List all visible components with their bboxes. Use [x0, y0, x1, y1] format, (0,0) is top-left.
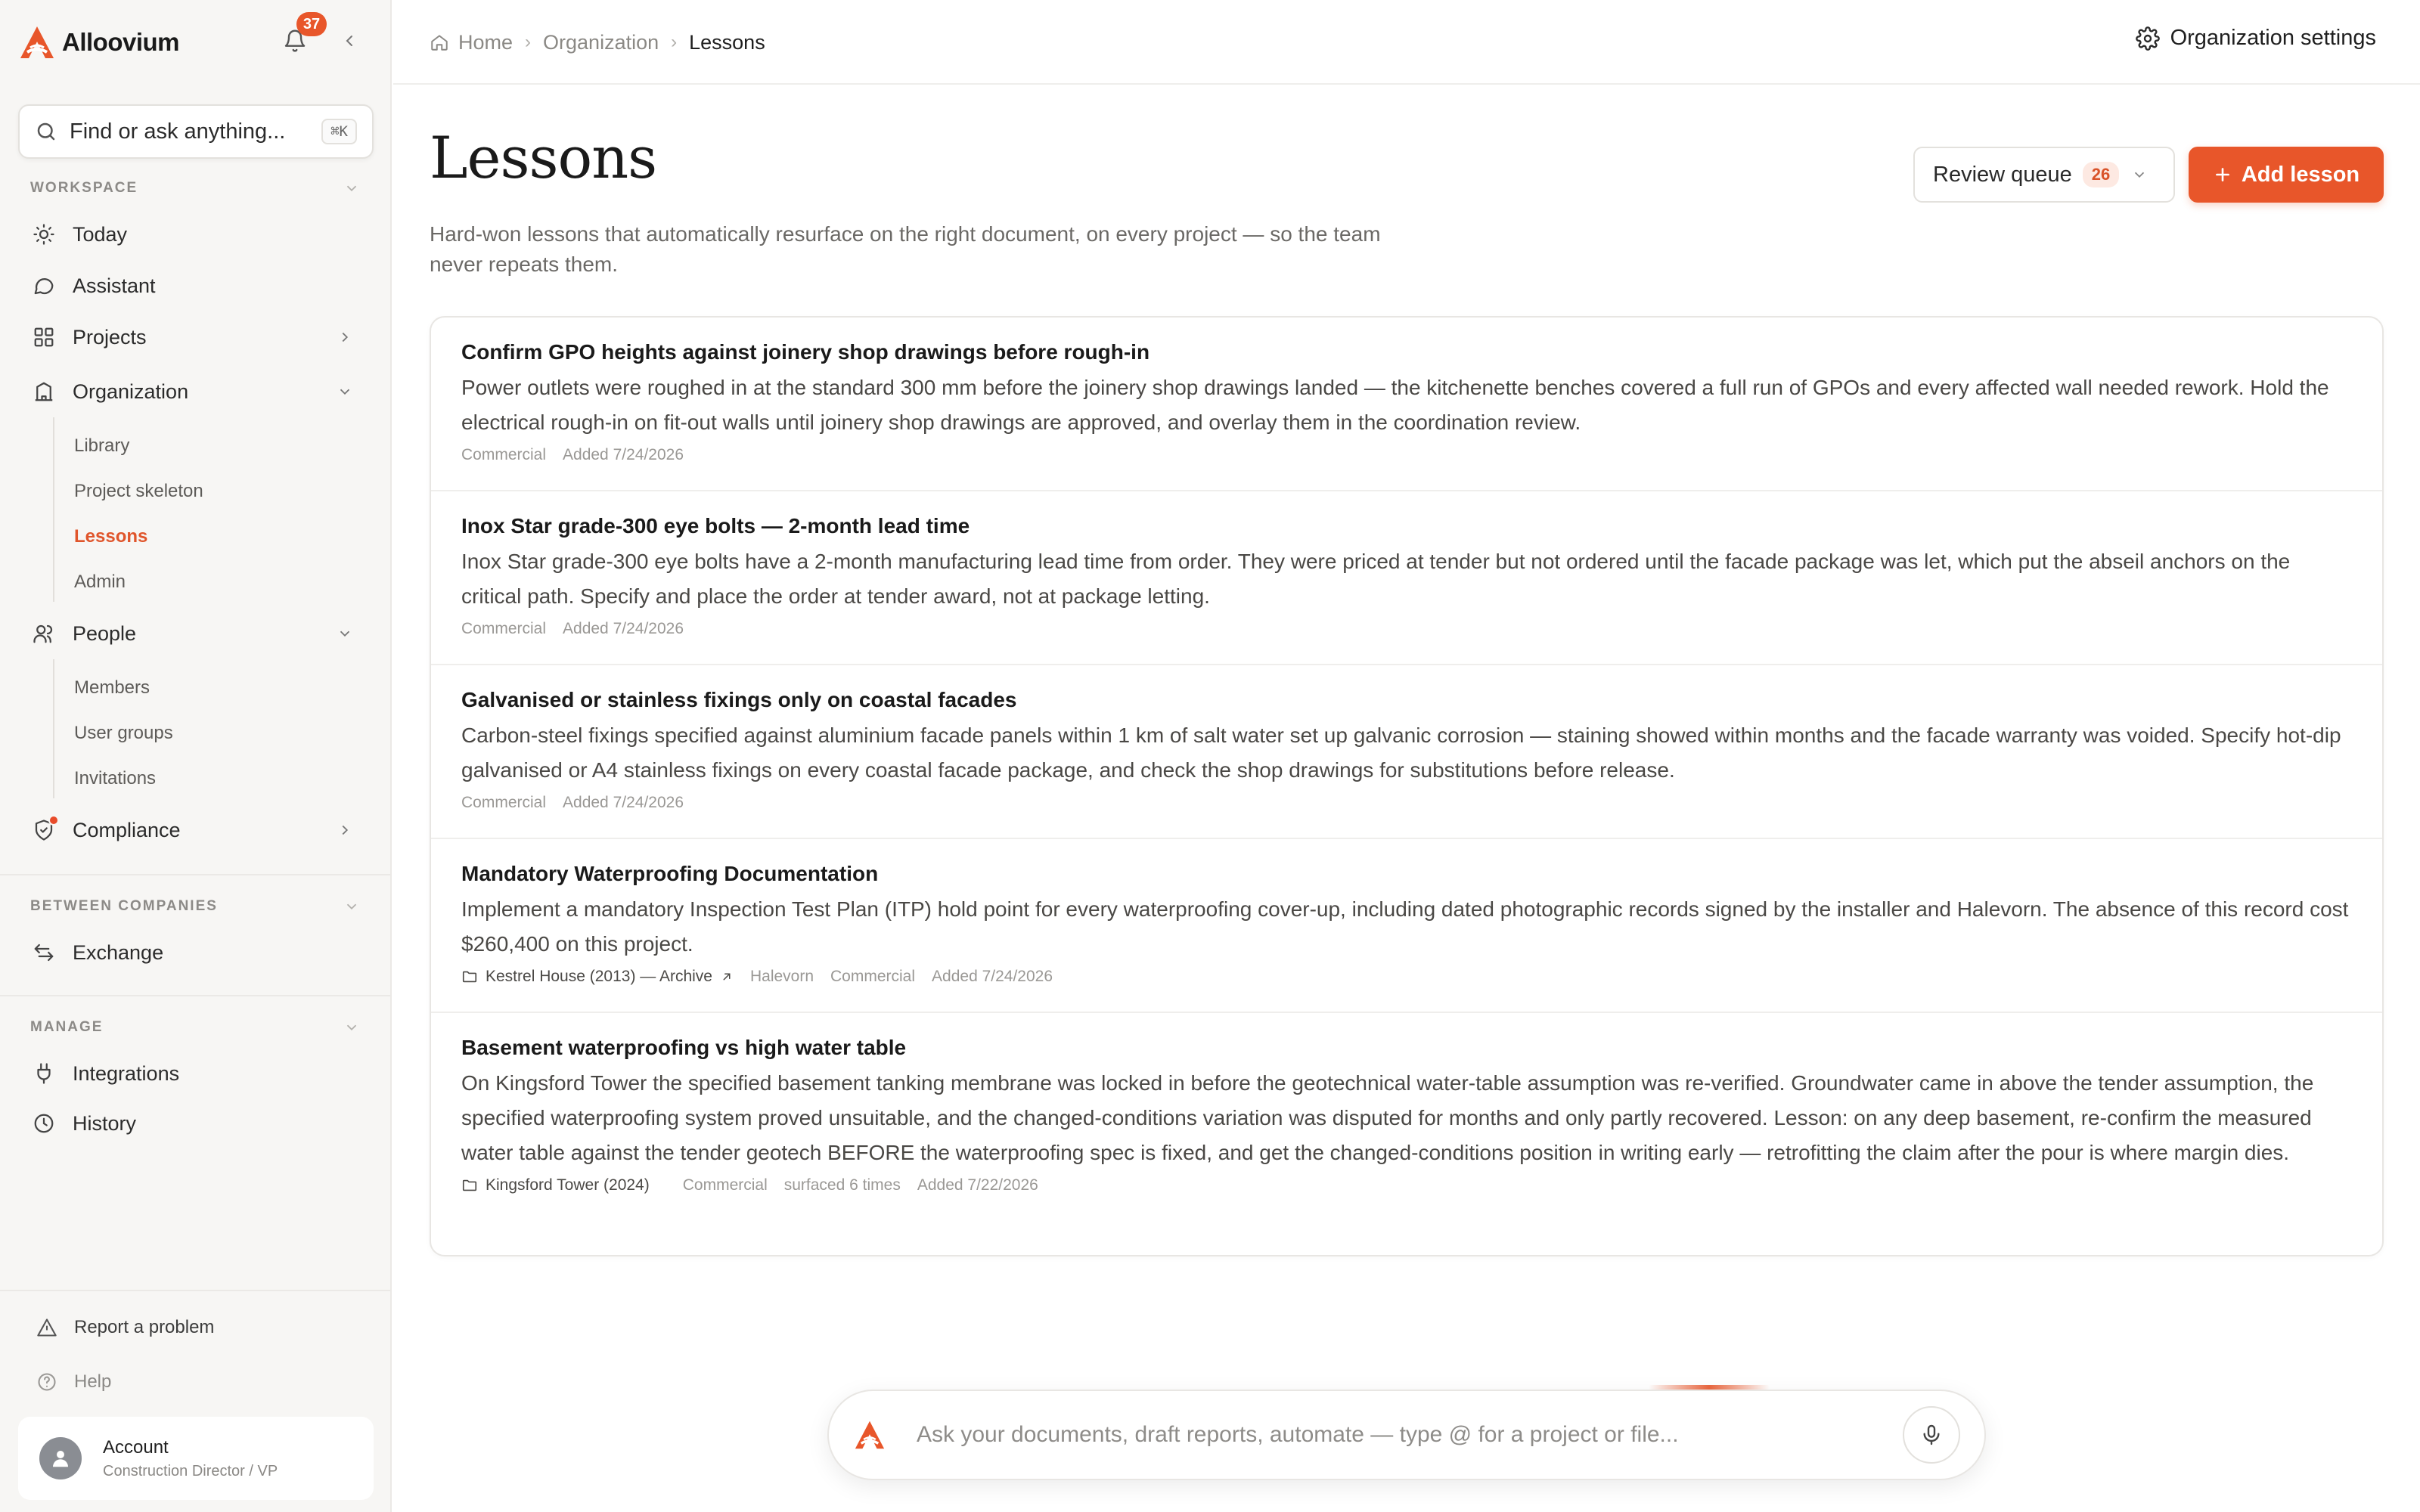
- microphone-button[interactable]: [1903, 1406, 1960, 1464]
- lesson-added-date: Added 7/24/2026: [932, 968, 1053, 985]
- add-lesson-button[interactable]: [2189, 147, 2384, 203]
- lesson-title: Mandatory Waterproofing Documentation: [461, 862, 879, 885]
- sidebar-subitem-project-skeleton[interactable]: Project skeleton: [74, 481, 203, 501]
- chevron-down-icon[interactable]: [343, 898, 360, 915]
- sidebar-subitem-members[interactable]: Members: [74, 677, 150, 698]
- brand[interactable]: [18, 24, 179, 60]
- building-icon: [30, 378, 57, 405]
- chevron-left-icon: [340, 32, 358, 50]
- plug-icon: [30, 1060, 57, 1087]
- warning-triangle-icon: [33, 1314, 60, 1341]
- alloovium-logo-icon: [18, 25, 56, 60]
- help-label: Help: [74, 1371, 112, 1392]
- lesson-company: Halevorn: [749, 968, 814, 985]
- lesson-item[interactable]: [431, 491, 2382, 665]
- home-icon: [430, 33, 449, 52]
- section-label-workspace: WORKSPACE: [30, 180, 138, 196]
- sun-icon: [30, 221, 57, 248]
- review-queue-label: Review queue: [1933, 162, 2072, 187]
- sidebar-item-exchange[interactable]: [30, 931, 363, 974]
- lesson-added-date: Added 7/22/2026: [917, 1176, 1038, 1194]
- chevron-right-icon: ›: [525, 32, 532, 52]
- lesson-body: On Kingsford Tower the specified basement tanking membrane was locked in before the geotechnical water-table assumption was re-verified. Groundwater came in above the tender assumption, the specified waterproofing system proved unsuitable, and the changed-conditions variation was disputed for months and only partly recovered. Lesson: on any deep basement, re-confirm the measured water table against the tender geotech BEFORE the waterproofing spec is fixed, and get the changed-conditions position in writing early — retrofitting the claim after the pour is where margin dies.: [461, 1071, 2314, 1164]
- sidebar-item-label: Organization: [73, 380, 189, 403]
- lesson-item[interactable]: [431, 318, 2382, 491]
- lesson-body: Carbon-steel fixings specified against aluminium facade panels within 1 km of salt water set up galvanic corrosion — staining showed within months and the facade warranty was voided. Specify hot-dip galvanised or A4 stainless fixings on every coastal facade package, and check the shop drawings for substitutions before release.: [461, 723, 2341, 782]
- lesson-meta: [461, 968, 2352, 986]
- microphone-icon: [1919, 1423, 1944, 1447]
- sidebar-item-label: Projects: [73, 325, 147, 349]
- breadcrumb-current: Lessons: [689, 30, 765, 54]
- grid-icon: [30, 324, 57, 351]
- sidebar-subitem-invitations[interactable]: Invitations: [74, 768, 157, 789]
- gear-icon: [2136, 26, 2160, 51]
- chevron-down-icon[interactable]: [343, 1019, 360, 1036]
- lesson-project-name: Kestrel House (2013) — Archive: [486, 968, 712, 985]
- sidebar-subitem-library[interactable]: Library: [74, 435, 130, 456]
- add-lesson-label: Add lesson: [2241, 162, 2360, 187]
- search-placeholder: Find or ask anything...: [70, 119, 286, 144]
- section-label-between-companies: BETWEEN COMPANIES: [30, 898, 218, 914]
- lesson-category: Commercial: [830, 968, 916, 985]
- sidebar-item-compliance[interactable]: [30, 809, 363, 851]
- compliance-alert-dot: [48, 815, 59, 826]
- help-link[interactable]: [33, 1368, 111, 1396]
- chevron-down-icon[interactable]: [343, 180, 360, 197]
- section-label-manage: MANAGE: [30, 1019, 104, 1035]
- sidebar-item-label: Assistant: [73, 274, 156, 297]
- breadcrumb-home[interactable]: Home: [458, 30, 513, 54]
- lesson-item[interactable]: [431, 839, 2382, 1013]
- organization-settings-label: Organization settings: [2170, 26, 2376, 50]
- lesson-meta: [461, 446, 2352, 464]
- lesson-category: Commercial: [461, 794, 547, 811]
- breadcrumb: [430, 27, 765, 57]
- sidebar-item-label: Exchange: [73, 940, 164, 964]
- sidebar-item-integrations[interactable]: [30, 1052, 363, 1095]
- lesson-added-date: Added 7/24/2026: [563, 446, 684, 463]
- sidebar: [0, 0, 392, 1512]
- lesson-body: Implement a mandatory Inspection Test Plan (ITP) hold point for every waterproofing cover-up, including dated photographic records signed by the installer and Halevorn. The absence of this record cost $260,400 on this project.: [461, 897, 2349, 956]
- plus-icon: [2213, 165, 2232, 184]
- sidebar-item-label: History: [73, 1111, 137, 1135]
- external-link-icon: [720, 970, 734, 984]
- report-problem-label: Report a problem: [74, 1317, 215, 1337]
- search-icon: [35, 120, 57, 143]
- sidebar-subitem-admin[interactable]: Admin: [74, 572, 126, 592]
- assistant-composer[interactable]: [827, 1390, 1986, 1480]
- lesson-item[interactable]: [431, 665, 2382, 839]
- folder-icon: [461, 1177, 478, 1194]
- sidebar-item-label: People: [73, 621, 137, 645]
- sidebar-item-label: Compliance: [73, 818, 181, 841]
- lesson-added-date: Added 7/24/2026: [563, 620, 684, 637]
- page-description: Hard-won lessons that automatically resurface on the right document, on every project — so the team never repeats them.: [430, 222, 1381, 276]
- lesson-project-link[interactable]: [461, 968, 734, 986]
- chevron-right-icon[interactable]: [333, 325, 357, 349]
- chat-bubble-icon: [30, 272, 57, 299]
- sidebar-divider: [0, 995, 392, 996]
- submenu-guide: [53, 417, 54, 602]
- sidebar-item-label: Integrations: [73, 1061, 180, 1085]
- lesson-body: Power outlets were roughed in at the standard 300 mm before the joinery shop drawings landed — the kitchenette benches covered a full run of GPOs and every affected wall needed rework. Hold the electrical rough-in on fit-out walls until joinery shop drawings are approved, and overlay them in the coordination review.: [461, 376, 2329, 434]
- account-menu[interactable]: [18, 1417, 374, 1500]
- lesson-meta: [461, 794, 2352, 812]
- lesson-title: Inox Star grade-300 eye bolts — 2-month lead time: [461, 514, 970, 538]
- alloovium-logo-icon: [853, 1420, 886, 1450]
- lessons-list: [430, 316, 2384, 1256]
- sidebar-subitem-lessons[interactable]: Lessons: [74, 526, 148, 547]
- breadcrumb-organization[interactable]: Organization: [543, 30, 659, 54]
- lesson-surfaced-count: surfaced 6 times: [783, 1176, 901, 1194]
- sidebar-item-history[interactable]: [30, 1102, 363, 1145]
- composer-input[interactable]: Ask your documents, draft reports, automate — type @ for a project or file...: [917, 1422, 1679, 1447]
- sidebar-item-projects[interactable]: [30, 316, 363, 358]
- sidebar-item-today[interactable]: [30, 213, 363, 256]
- folder-icon: [461, 968, 478, 985]
- brand-name: Alloovium: [62, 28, 180, 56]
- chevron-down-icon: [2131, 166, 2148, 183]
- lesson-category: Commercial: [682, 1176, 768, 1194]
- sidebar-item-assistant[interactable]: [30, 265, 363, 307]
- sidebar-item-label: Today: [73, 222, 128, 246]
- account-name: Account: [103, 1436, 169, 1458]
- lesson-title: Galvanised or stainless fixings only on coastal facades: [461, 688, 1017, 711]
- review-queue-dropdown[interactable]: [1913, 147, 2175, 203]
- lesson-meta: [461, 620, 2352, 638]
- chevron-down-icon[interactable]: [333, 380, 357, 404]
- lesson-body: Inox Star grade-300 eye bolts have a 2-month manufacturing lead time from order. They were priced at tender but not ordered until the facade package was let, which put the abseil anchors on the critical path. Specify and place the order at tender award, not at package letting.: [461, 550, 2291, 608]
- lesson-project-link[interactable]: [461, 1176, 666, 1194]
- chevron-right-icon[interactable]: [333, 818, 357, 842]
- sidebar-subitem-user-groups[interactable]: User groups: [74, 723, 173, 743]
- lesson-meta: [461, 1176, 2352, 1194]
- notification-count-badge: 37: [296, 12, 327, 36]
- report-problem-link[interactable]: [33, 1314, 214, 1341]
- chevron-right-icon: ›: [671, 32, 678, 52]
- avatar: [39, 1437, 82, 1479]
- organization-settings-button[interactable]: [2136, 26, 2376, 51]
- sidebar-item-organization[interactable]: [30, 370, 363, 413]
- search-shortcut: ⌘K: [321, 119, 357, 144]
- lesson-title: Basement waterproofing vs high water table: [461, 1036, 907, 1059]
- lesson-item[interactable]: [431, 1013, 2382, 1256]
- arrows-exchange-icon: [30, 939, 57, 966]
- account-role: Construction Director / VP: [103, 1462, 278, 1479]
- help-circle-icon: [33, 1368, 60, 1396]
- page-title: Lessons: [430, 124, 657, 191]
- collapse-sidebar-button[interactable]: [336, 27, 363, 54]
- search-input[interactable]: [18, 104, 374, 159]
- lesson-project-name: Kingsford Tower (2024): [486, 1176, 650, 1194]
- top-bar: [393, 0, 2420, 85]
- chevron-down-icon[interactable]: [333, 621, 357, 646]
- lesson-added-date: Added 7/24/2026: [563, 794, 684, 811]
- lesson-title: Confirm GPO heights against joinery shop drawings before rough-in: [461, 340, 1150, 364]
- clock-icon: [30, 1110, 57, 1137]
- sidebar-divider: [0, 874, 392, 875]
- user-icon: [49, 1447, 72, 1470]
- submenu-guide: [53, 659, 54, 798]
- review-queue-count-badge: 26: [2083, 162, 2119, 187]
- sidebar-item-people[interactable]: [30, 612, 363, 655]
- lesson-category: Commercial: [461, 620, 547, 637]
- lesson-category: Commercial: [461, 446, 547, 463]
- people-icon: [30, 620, 57, 647]
- sidebar-divider: [0, 1290, 392, 1291]
